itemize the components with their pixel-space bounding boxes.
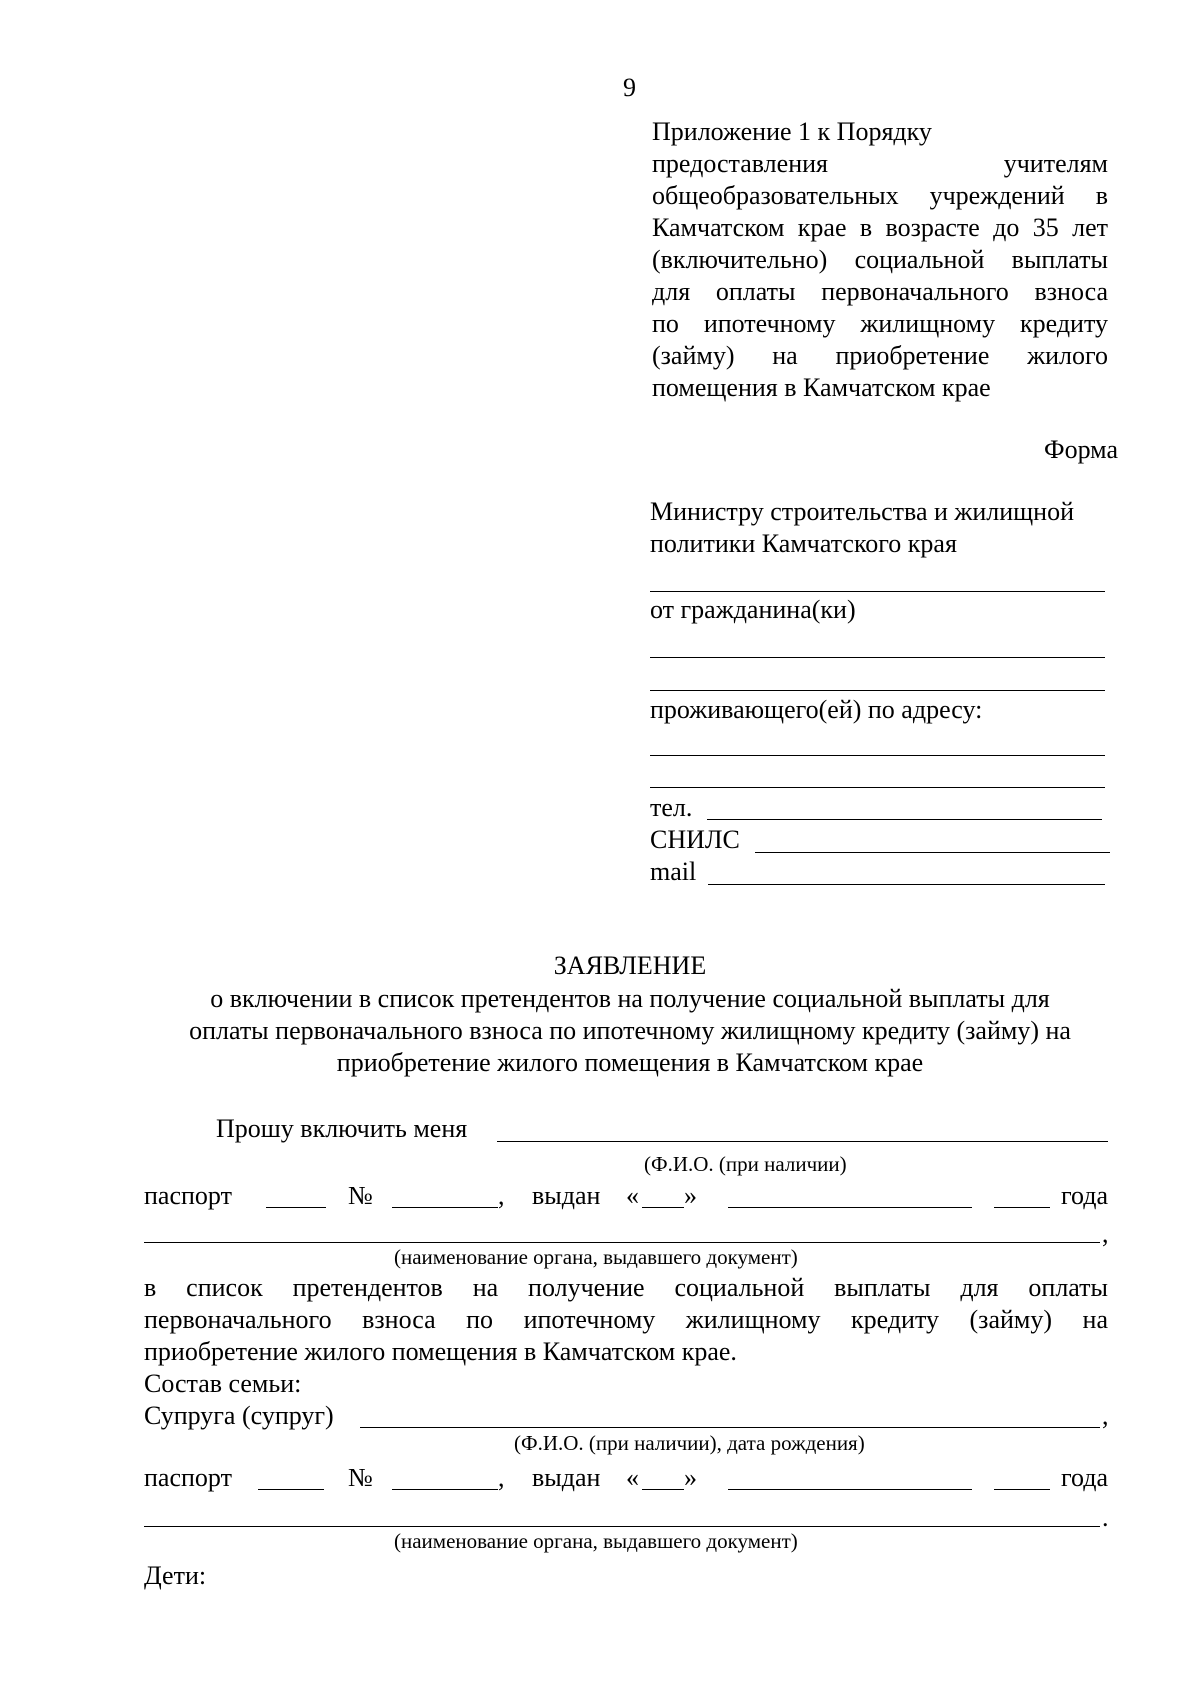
passport-label: паспорт (144, 1181, 232, 1210)
addressee-line-2: политики Камчатского края (650, 529, 957, 558)
appendix-line-7: по ипотечному жилищному кредиту (652, 309, 1108, 338)
spouse-comma: , (1102, 1401, 1109, 1430)
spouse-fio-field[interactable] (360, 1427, 1100, 1428)
appendix-line-5: (включительно) социальной выплаты (652, 245, 1108, 274)
subtitle-line-1: о включении в список претендентов на получение социальной выплаты для (210, 984, 1050, 1013)
tel-field[interactable] (707, 819, 1102, 820)
subtitle-line-2: оплаты первоначального взноса по ипотечному жилищному кредиту (займу) на (189, 1016, 1071, 1045)
appendix-line-6: для оплаты первоначального взноса (652, 277, 1108, 306)
quote-close: » (684, 1463, 697, 1492)
number-label: № (348, 1181, 373, 1210)
applicant-fio-hint: (Ф.И.О. (при наличии) (644, 1152, 847, 1176)
applicant-issuer-hint: (наименование органа, выдавшего документ) (394, 1245, 798, 1269)
citizen-name-line-2[interactable] (650, 690, 1105, 691)
spouse-passport-row (144, 1462, 1108, 1494)
tel-label: тел. (650, 793, 693, 822)
number-label: № (348, 1463, 373, 1492)
page-number: 9 (623, 73, 636, 102)
address-label: проживающего(ей) по адресу: (650, 695, 983, 724)
spouse-passport-series-field[interactable] (258, 1489, 324, 1490)
address-line-2[interactable] (650, 787, 1105, 788)
snils-field[interactable] (755, 852, 1110, 853)
address-line-1[interactable] (650, 755, 1105, 756)
passport-number-field[interactable] (392, 1207, 498, 1208)
issued-label: выдан (532, 1181, 601, 1210)
quote-open: « (626, 1181, 639, 1210)
quote-open: « (626, 1463, 639, 1492)
applicant-passport-row (144, 1180, 1108, 1212)
form-label: Форма (1044, 435, 1118, 464)
spouse-issuer-hint: (наименование органа, выдавшего документ) (394, 1529, 798, 1553)
addressee-blank-line[interactable] (650, 591, 1105, 592)
spouse-issuer-field[interactable] (144, 1526, 1100, 1527)
issue-day-field[interactable] (642, 1207, 684, 1208)
passport-label: паспорт (144, 1463, 232, 1492)
issue-month-field[interactable] (728, 1207, 972, 1208)
snils-label: СНИЛС (650, 825, 740, 854)
spouse-passport-number-field[interactable] (392, 1489, 498, 1490)
children-label: Дети: (144, 1561, 207, 1590)
appendix-line-8: (займу) на приобретение жилого (652, 341, 1108, 370)
year-label: года (1060, 1181, 1108, 1210)
passport-series-field[interactable] (266, 1207, 326, 1208)
spouse-issue-year-field[interactable] (994, 1489, 1050, 1490)
mail-field[interactable] (708, 884, 1105, 885)
applicant-issuer-field[interactable] (144, 1242, 1100, 1243)
spouse-issue-day-field[interactable] (642, 1489, 684, 1490)
spouse-fio-hint: (Ф.И.О. (при наличии), дата рождения) (514, 1431, 865, 1455)
appendix-line-1: Приложение 1 к Порядку (652, 117, 932, 146)
document-title: ЗАЯВЛЕНИЕ (553, 951, 707, 980)
appendix-line-3: общеобразовательных учреждений в (652, 181, 1108, 210)
issue-year-field[interactable] (994, 1207, 1050, 1208)
spouse-issue-month-field[interactable] (728, 1489, 972, 1490)
body-line-2: первоначального взноса по ипотечному жилищному кредиту (займу) на (144, 1305, 1108, 1334)
issued-label: выдан (532, 1463, 601, 1492)
applicant-fio-field[interactable] (497, 1141, 1108, 1142)
subtitle-line-3: приобретение жилого помещения в Камчатском крае (336, 1048, 924, 1077)
body-line-1: в список претендентов на получение социальной выплаты для оплаты (144, 1273, 1108, 1302)
from-citizen-label: от гражданина(ки) (650, 595, 856, 624)
body-line-3: приобретение жилого помещения в Камчатском крае. (144, 1337, 737, 1366)
issuer-comma: , (1102, 1219, 1109, 1248)
quote-close: » (684, 1181, 697, 1210)
appendix-line-9: помещения в Камчатском крае (652, 373, 991, 402)
citizen-name-line-1[interactable] (650, 657, 1105, 658)
comma: , (498, 1463, 505, 1492)
family-label: Состав семьи: (144, 1369, 302, 1398)
appendix-line-4: Камчатском крае в возрасте до 35 лет (652, 213, 1108, 242)
comma: , (498, 1181, 505, 1210)
year-label: года (1060, 1463, 1108, 1492)
spouse-issuer-period: . (1102, 1503, 1109, 1532)
appendix-line-2: предоставления учителям (652, 149, 1108, 178)
mail-label: mail (650, 857, 697, 886)
request-intro: Прошу включить меня (216, 1114, 468, 1143)
spouse-label: Супруга (супруг) (144, 1401, 334, 1430)
addressee-line-1: Министру строительства и жилищной (650, 497, 1075, 526)
